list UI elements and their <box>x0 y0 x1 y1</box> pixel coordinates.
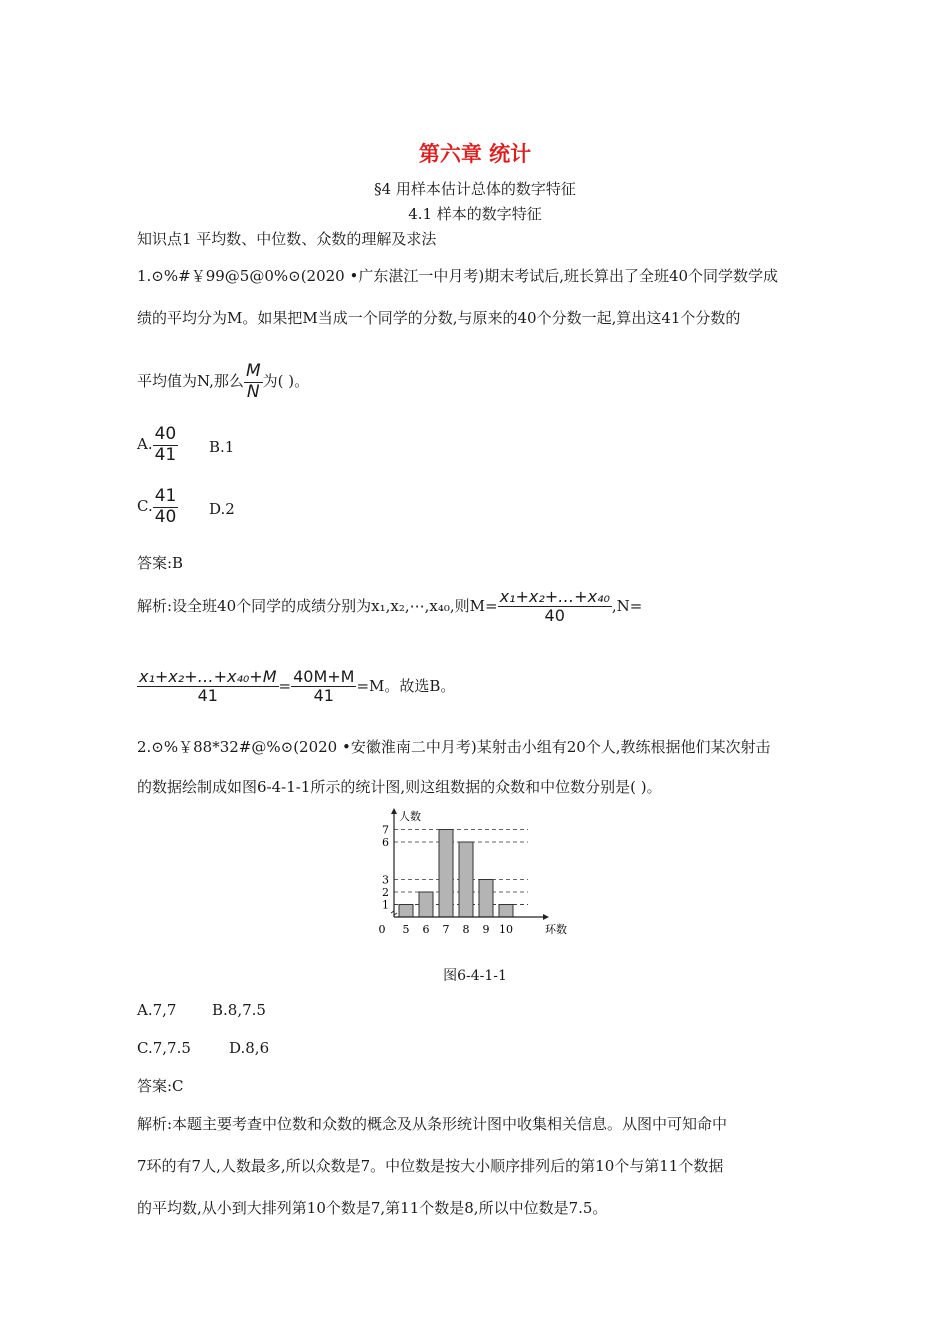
q2-option-b: B.8,7.5 <box>212 1001 266 1019</box>
q1-answer: 答案:B <box>137 554 184 572</box>
q1-line3-post: 为( )。 <box>262 372 310 391</box>
bar-6 <box>419 892 433 917</box>
y-axis-arrow <box>391 808 397 814</box>
bar-9 <box>479 880 493 918</box>
axis-break-mark <box>391 911 397 915</box>
q1-line1: 1.⊙%#￥99@5@0%⊙(2020 •广东湛江一中月考)期末考试后,班长算出了全班40个同学数学成 <box>137 267 779 285</box>
q2-line1: 2.⊙%￥88*32#@%⊙(2020 •安徽淮南二中月考)某射击小组有20个人,教练根据他们某次射击 <box>137 738 771 756</box>
origin-label: 0 <box>378 923 386 936</box>
bar-5 <box>399 905 413 918</box>
section-title: §4 用样本估计总体的数字特征 <box>374 180 576 198</box>
chapter-title: 第六章 统计 <box>418 142 532 166</box>
q2-answer: 答案:C <box>137 1077 184 1095</box>
x-tick-label-7: 7 <box>442 923 450 936</box>
x-tick-label-6: 6 <box>422 923 430 936</box>
q1-analysis-line1: 解析:设全班40个同学的成绩分别为x₁,x₂,⋯,x₄₀,则M= $\frac{\text{x₁+x₂+…+x₄₀}}{40}$ ,N= <box>137 587 643 626</box>
y-tick-label-7: 7 <box>382 823 389 837</box>
q2-analysis-line3: 的平均数,从小到大排列第10个数是7,第11个数是8,所以中位数是7.5。 <box>137 1199 608 1217</box>
y-tick-label-2: 2 <box>382 886 389 899</box>
q1-option-c: C. $\frac{41}{40}$ <box>137 486 177 527</box>
bar-8 <box>459 842 473 917</box>
q1-line2: 绩的平均分为M。如果把M当成一个同学的分数,与原来的40个分数一起,算出这41个分数的 <box>137 309 741 327</box>
q1-fraction-m-over-n: $\frac{M}{N}$ <box>245 361 261 402</box>
bar-chart <box>368 806 588 941</box>
q1-line3 <box>137 362 309 402</box>
q1-analysis-line2: $\frac{\text{x₁+x₂+…+x₄₀+M}}{41}$ = $\frac{40M+M}{41}$ =M。故选B。 <box>139 667 456 706</box>
q2-option-c: C.7,7.5 <box>137 1039 191 1057</box>
q2-option-a: A.7,7 <box>137 1001 177 1019</box>
x-tick-label-10: 10 <box>499 923 513 936</box>
q2-analysis-line2: 7环的有7人,人数最多,所以众数是7。中位数是按大小顺序排列后的第10个与第11个数据 <box>137 1157 724 1175</box>
q2-analysis-line1: 解析:本题主要考查中位数和众数的概念及从条形统计图中收集相关信息。从图中可知命中 <box>137 1115 728 1133</box>
q2-line2: 的数据绘制成如图6-4-1-1所示的统计图,则这组数据的众数和中位数分别是( )。 <box>137 778 662 796</box>
y-tick-label-3: 3 <box>382 873 389 887</box>
q1-option-b: B.1 <box>209 438 235 456</box>
q2-option-d: D.8,6 <box>229 1039 270 1057</box>
y-tick-label-1: 1 <box>382 898 389 912</box>
bar-7 <box>439 830 453 918</box>
x-axis-label: 环数 <box>545 923 567 936</box>
x-tick-label-5: 5 <box>402 923 410 936</box>
bar-10 <box>499 905 513 918</box>
x-tick-label-8: 8 <box>462 923 470 936</box>
x-tick-label-9: 9 <box>482 923 490 936</box>
subsection-title: 4.1 样本的数字特征 <box>408 205 542 223</box>
q1-option-d: D.2 <box>209 500 235 518</box>
y-tick-label-6: 6 <box>382 836 389 849</box>
figure-caption: 图6-4-1-1 <box>443 968 507 984</box>
y-axis-label: 人数 <box>399 810 421 823</box>
q1-option-a: A. $\frac{40}{41}$ <box>137 424 177 465</box>
knowledge-point-heading: 知识点1 平均数、中位数、众数的理解及求法 <box>137 230 437 248</box>
x-axis-arrow <box>543 914 549 920</box>
q1-line3-pre: 平均值为N,那么 <box>137 372 244 391</box>
